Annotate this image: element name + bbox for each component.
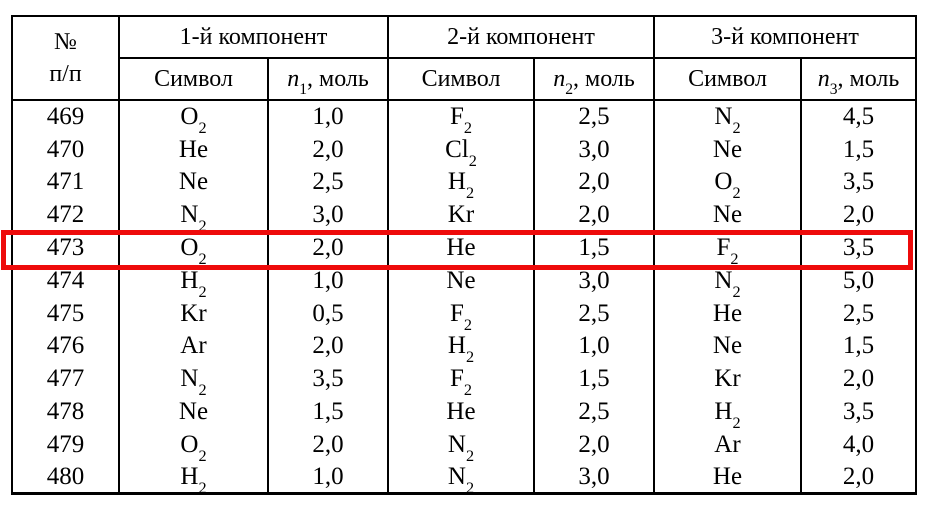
component1-symbol: $O_2$	[119, 231, 268, 264]
component1-moles: 1,0	[268, 461, 388, 494]
numero-sign-line2: п/п	[49, 61, 82, 87]
component2-moles: 2,5	[534, 395, 654, 428]
column-header-component-3: 3-й компонент	[654, 16, 916, 58]
component2-moles: 3,0	[534, 461, 654, 494]
component3-moles: 3,5	[801, 231, 916, 264]
row-number: 479	[12, 428, 119, 461]
component2-symbol: $N_2$	[388, 428, 534, 461]
component2-symbol: He	[388, 395, 534, 428]
table-row	[12, 330, 916, 363]
component1-symbol: Kr	[119, 297, 268, 330]
components-table	[11, 15, 917, 495]
component2-symbol: $F_2$	[388, 362, 534, 395]
component3-moles: 2,0	[801, 198, 916, 231]
table-header	[12, 16, 916, 100]
component1-moles: 2,0	[268, 231, 388, 264]
header-sub-row	[12, 58, 916, 100]
column-header-symbol-3: Символ	[654, 58, 801, 100]
component2-symbol: $F_2$	[388, 297, 534, 330]
n-variable: n	[553, 65, 566, 92]
component2-moles: 3,0	[534, 264, 654, 297]
component2-moles: 1,5	[534, 231, 654, 264]
table-row	[12, 362, 916, 395]
component3-symbol: $N_2$	[654, 264, 801, 297]
component3-moles: 2,5	[801, 297, 916, 330]
column-header-n2	[534, 58, 654, 100]
component2-moles: 2,0	[534, 198, 654, 231]
component2-symbol: He	[388, 231, 534, 264]
row-number: 473	[12, 231, 119, 264]
component2-moles: 2,0	[534, 166, 654, 199]
table-row	[12, 166, 916, 199]
component2-moles: 2,5	[534, 100, 654, 133]
component3-symbol: Kr	[654, 362, 801, 395]
component3-moles: 1,5	[801, 133, 916, 166]
n-variable: n	[287, 65, 300, 92]
row-number: 475	[12, 297, 119, 330]
component3-moles: 3,5	[801, 395, 916, 428]
component1-symbol: Ne	[119, 166, 268, 199]
row-number: 474	[12, 264, 119, 297]
numero-sign: №	[54, 28, 77, 55]
n1-subscript: 1	[299, 81, 307, 99]
component1-moles: 0,5	[268, 297, 388, 330]
component2-moles: 2,0	[534, 428, 654, 461]
component2-symbol: $H_2$	[388, 166, 534, 199]
component1-symbol: $O_2$	[119, 428, 268, 461]
component1-moles: 2,0	[268, 330, 388, 363]
component3-symbol: $O_2$	[654, 166, 801, 199]
component2-symbol: $F_2$	[388, 100, 534, 133]
component1-symbol: Ne	[119, 395, 268, 428]
column-header-symbol-2: Символ	[388, 58, 534, 100]
component2-symbol: Ne	[388, 264, 534, 297]
component2-symbol: Kr	[388, 198, 534, 231]
row-number: 480	[12, 461, 119, 494]
component1-moles: 2,0	[268, 133, 388, 166]
column-header-n3	[801, 58, 916, 100]
component1-moles: 2,0	[268, 428, 388, 461]
component3-symbol: $H_2$	[654, 395, 801, 428]
component3-symbol: Ne	[654, 133, 801, 166]
component1-symbol: He	[119, 133, 268, 166]
mole-suffix: , моль	[307, 65, 369, 92]
row-number: 478	[12, 395, 119, 428]
n-variable: n	[817, 65, 830, 92]
component1-symbol: $O_2$	[119, 100, 268, 133]
component3-symbol: Ne	[654, 198, 801, 231]
table-row-highlighted	[12, 231, 916, 264]
component2-moles: 1,5	[534, 362, 654, 395]
table-row	[12, 264, 916, 297]
component3-moles: 2,0	[801, 461, 916, 494]
component3-moles: 1,5	[801, 330, 916, 363]
row-number: 477	[12, 362, 119, 395]
column-header-symbol-1: Символ	[119, 58, 268, 100]
row-number: 470	[12, 133, 119, 166]
row-number: 476	[12, 330, 119, 363]
table-row	[12, 428, 916, 461]
component1-moles: 3,5	[268, 362, 388, 395]
component3-symbol: He	[654, 297, 801, 330]
table-row	[12, 198, 916, 231]
component3-moles: 4,0	[801, 428, 916, 461]
component1-symbol: $H_2$	[119, 461, 268, 494]
table-row	[12, 461, 916, 494]
component1-moles: 2,5	[268, 166, 388, 199]
table-row	[12, 297, 916, 330]
component1-symbol: Ar	[119, 330, 268, 363]
column-header-component-2: 2-й компонент	[388, 16, 654, 58]
component1-symbol: $H_2$	[119, 264, 268, 297]
component2-moles: 3,0	[534, 133, 654, 166]
component1-moles: 1,0	[268, 100, 388, 133]
component3-moles: 4,5	[801, 100, 916, 133]
component3-symbol: He	[654, 461, 801, 494]
component3-symbol: Ne	[654, 330, 801, 363]
table-row	[12, 395, 916, 428]
component2-symbol: $N_2$	[388, 461, 534, 494]
component3-symbol: Ar	[654, 428, 801, 461]
mole-suffix: , моль	[573, 65, 635, 92]
table-row	[12, 100, 916, 133]
component3-moles: 2,0	[801, 362, 916, 395]
component3-moles: 5,0	[801, 264, 916, 297]
component2-symbol: $H_2$	[388, 330, 534, 363]
n3-subscript: 3	[829, 81, 838, 99]
column-header-component-1: 1-й компонент	[119, 16, 388, 58]
component1-moles: 3,0	[268, 198, 388, 231]
header-group-row	[12, 16, 916, 58]
n2-subscript: 2	[565, 81, 573, 99]
column-header-row-number	[12, 16, 119, 100]
component2-moles: 2,5	[534, 297, 654, 330]
component3-symbol: $N_2$	[654, 100, 801, 133]
component1-symbol: $N_2$	[119, 362, 268, 395]
component2-moles: 1,0	[534, 330, 654, 363]
component3-moles: 3,5	[801, 166, 916, 199]
component3-symbol: $F_2$	[654, 231, 801, 264]
row-number: 469	[12, 100, 119, 133]
mole-suffix: , моль	[837, 65, 900, 92]
column-header-n1	[268, 58, 388, 100]
table-body	[12, 100, 916, 494]
component1-moles: 1,0	[268, 264, 388, 297]
table-row	[12, 133, 916, 166]
component1-symbol: $N_2$	[119, 198, 268, 231]
component1-moles: 1,5	[268, 395, 388, 428]
row-number: 472	[12, 198, 119, 231]
component2-symbol: $Cl_2$	[388, 133, 534, 166]
row-number: 471	[12, 166, 119, 199]
